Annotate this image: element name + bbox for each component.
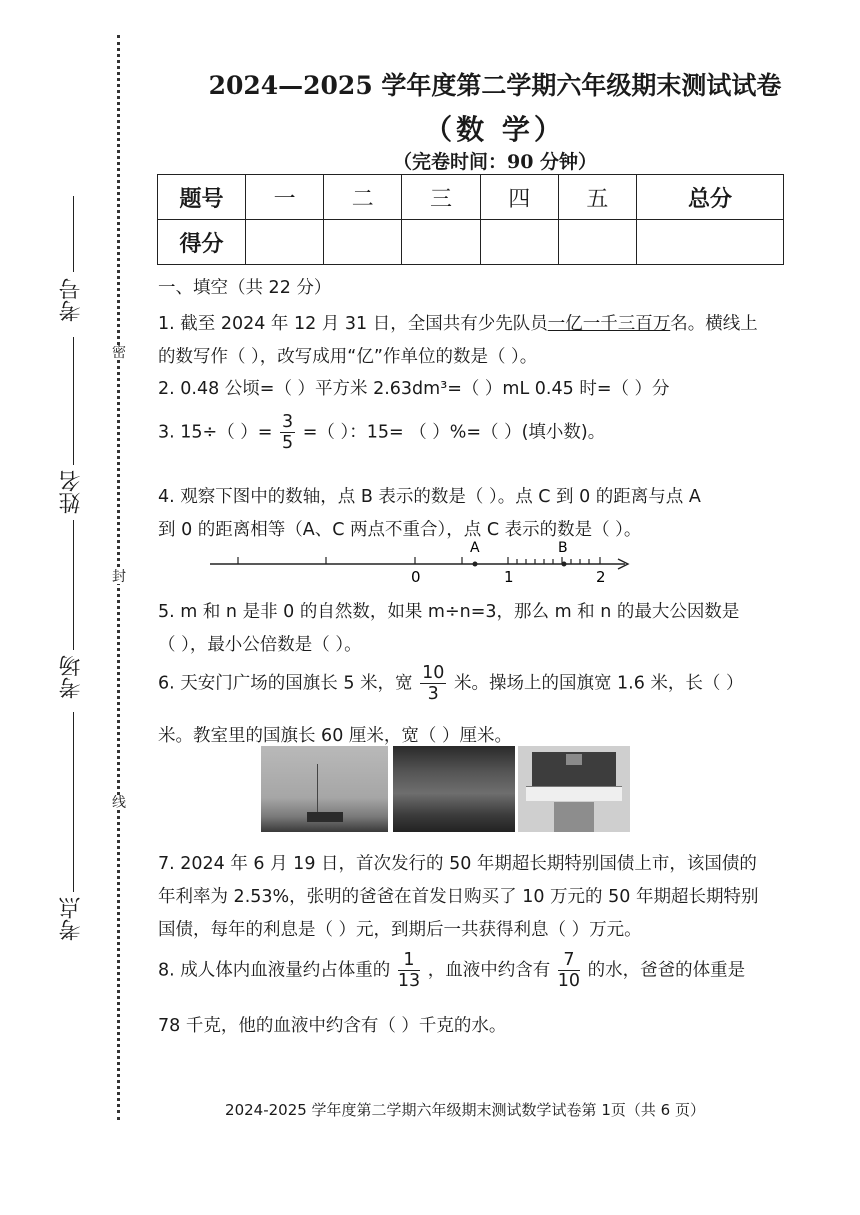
- score-table-score-row: [158, 220, 784, 265]
- label-b: B: [558, 540, 568, 556]
- site-label: 考点: [59, 897, 84, 941]
- fraction-10-3: $\frac{10}{3}$: [422, 663, 445, 704]
- fraction-1-13: $\frac{1}{13}$: [397, 950, 421, 991]
- number-line-figure: [200, 536, 640, 586]
- score-cell[interactable]: [558, 220, 636, 265]
- question-8-line-2: 78 千克，他的血液中约含有（ ）千克的水。: [158, 1016, 507, 1036]
- q1-underlined-number: 一亿一千三百万: [547, 314, 671, 334]
- label-a: A: [470, 540, 480, 556]
- subject-title: （数 学）: [424, 113, 566, 146]
- score-cell[interactable]: [324, 220, 402, 265]
- q1-text-a: 1. 截至 2024 年 12 月 31 日，全国共有少先队员: [158, 314, 548, 334]
- point-a: [473, 562, 478, 567]
- score-table: [157, 174, 784, 265]
- seal-char-1: 密: [112, 345, 126, 361]
- question-7-line-3: 国债，每年的利息是（ ）元，到期后一共获得利息（ ）万元。: [158, 920, 642, 940]
- number-line-ticks: [238, 557, 600, 564]
- tick-label-0: 0: [411, 568, 421, 586]
- q8-text-c: 的水，爸爸的体重是: [587, 960, 746, 981]
- room-line: [73, 712, 74, 892]
- question-7: 7. 2024 年 6 月 19 日，首次发行的 50 年期超长期特别国债上市，该国债的: [158, 854, 757, 874]
- exam-number-line-lower: [73, 337, 74, 465]
- q3-text-b: =（ ）：15= （ ）%=（ ）(填小数)。: [302, 422, 606, 443]
- question-2: 2. 0.48 公顷=（ ）平方米 2.63dm³=（ ）mL 0.45 时=（ ）分: [158, 379, 670, 399]
- exam-title: 2024—2025 学年度第二学期六年级期末测试试卷: [208, 71, 782, 100]
- score-header-cell: 四: [480, 175, 558, 220]
- page-footer: 2024-2025 学年度第二学期六年级期末测试数学试卷第 1页（共 6 页）: [225, 1101, 705, 1119]
- score-header-cell: 题号: [158, 175, 246, 220]
- question-6: [158, 663, 744, 704]
- seal-char-3: 线: [112, 795, 126, 811]
- question-3: [158, 412, 605, 453]
- question-1-line-2: 的数写作（ ），改写成用“亿”作单位的数是（ ）。: [158, 347, 538, 367]
- question-5: 5. m 和 n 是非 0 的自然数，如果 m÷n=3，那么 m 和 n 的最大公因数是: [158, 602, 740, 622]
- point-b: [562, 562, 567, 567]
- score-row-label: 得分: [158, 220, 246, 265]
- flag-photo-playground: [393, 746, 515, 832]
- score-cell[interactable]: [480, 220, 558, 265]
- score-header-cell: 三: [402, 175, 480, 220]
- q3-text-a: 3. 15÷（ ）=: [158, 422, 273, 443]
- name-line: [73, 520, 74, 650]
- question-4: 4. 观察下图中的数轴，点 B 表示的数是（ ）。点 C 到 0 的距离与点 A: [158, 487, 701, 507]
- score-header-cell: 一: [246, 175, 324, 220]
- flag-photo-classroom: [518, 746, 630, 832]
- q6-text-b: 米。操场上的国旗宽 1.6 米，长（ ）: [453, 673, 744, 694]
- flag-photo-tiananmen: [261, 746, 388, 832]
- score-header-cell: 二: [324, 175, 402, 220]
- score-cell[interactable]: [246, 220, 324, 265]
- exam-number-label: 考号: [59, 278, 84, 322]
- q1-text-b: 名。横线上: [670, 314, 758, 334]
- exam-time: （完卷时间：90 分钟）: [392, 151, 598, 173]
- question-8: [158, 950, 745, 991]
- question-5-line-2: （ ），最小公倍数是（ ）。: [158, 635, 362, 655]
- question-6-line-2: 米。教室里的国旗长 60 厘米，宽（ ）厘米。: [158, 726, 512, 746]
- q8-text-a: 8. 成人体内血液量约占体重的: [158, 960, 391, 981]
- name-label: 姓名: [59, 470, 84, 514]
- question-1: [158, 310, 758, 335]
- question-4-line-2: 到 0 的距离相等（A、C 两点不重合），点 C 表示的数是（ ）。: [158, 520, 642, 540]
- tick-label-1: 1: [504, 568, 514, 586]
- fraction-7-10: $\frac{7}{10}$: [557, 950, 581, 991]
- room-label: 考场: [59, 655, 84, 699]
- question-7-line-2: 年利率为 2.53%，张明的爸爸在首发日购买了 10 万元的 50 年期超长期特别: [158, 887, 759, 907]
- tick-label-2: 2: [596, 568, 606, 586]
- fraction-3-5: $\frac{3}{5}$: [282, 412, 294, 453]
- q8-text-b: ，血液中约含有: [427, 960, 551, 981]
- score-header-cell: 总分: [637, 175, 784, 220]
- q6-text-a: 6. 天安门广场的国旗长 5 米，宽: [158, 673, 413, 694]
- score-cell[interactable]: [637, 220, 784, 265]
- section-heading: 一、填空（共 22 分）: [158, 278, 332, 298]
- score-cell[interactable]: [402, 220, 480, 265]
- score-table-header-row: [158, 175, 784, 220]
- exam-number-line: [73, 196, 74, 272]
- score-header-cell: 五: [558, 175, 636, 220]
- seal-char-2: 封: [112, 569, 126, 585]
